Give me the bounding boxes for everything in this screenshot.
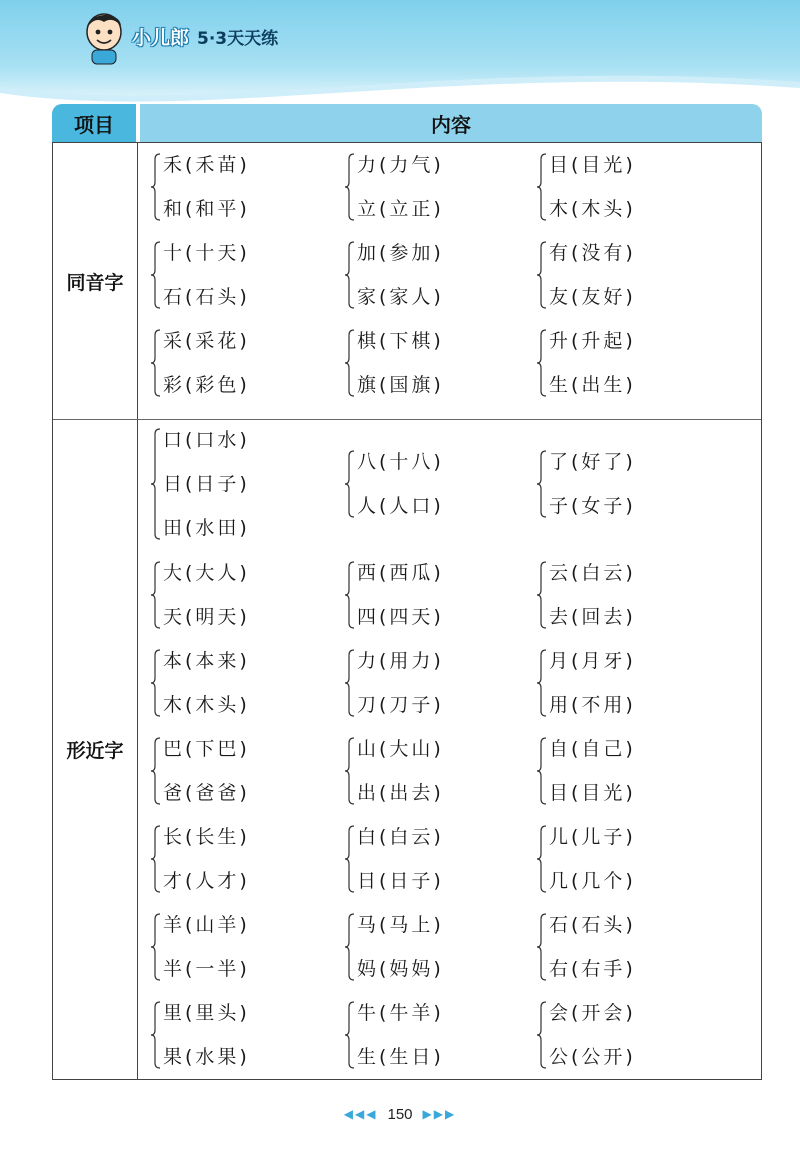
char-entry: 半(一半) — [163, 958, 250, 980]
char-entry: 里(里头) — [163, 1002, 250, 1024]
char-entry: 木(木头) — [549, 198, 636, 220]
char-group — [151, 153, 331, 221]
char-entry: 云(白云) — [549, 562, 636, 584]
char-entry: 八(十八) — [357, 451, 444, 473]
char-entry: 力(用力) — [357, 650, 444, 672]
char-entry: 果(水果) — [163, 1046, 250, 1068]
char-entry: 子(女子) — [549, 495, 636, 517]
char-entry: 公(公开) — [549, 1046, 636, 1068]
brace-icon — [537, 561, 547, 629]
char-entry: 石(石头) — [163, 286, 250, 308]
brace-icon — [345, 153, 355, 221]
char-entry: 采(采花) — [163, 330, 250, 352]
char-entry: 了(好了) — [549, 451, 636, 473]
brace-icon — [151, 1001, 161, 1069]
brand-name: 小儿郎 — [132, 26, 190, 49]
char-entry: 人(人口) — [357, 495, 444, 517]
vocab-table — [52, 104, 762, 1080]
char-entry: 长(长生) — [163, 826, 250, 848]
left-arrows-icon: ◀◀◀ — [343, 1107, 378, 1121]
brace-icon — [345, 737, 355, 805]
section-divider — [53, 419, 761, 420]
brace-icon — [537, 329, 547, 397]
char-entry: 四(四天) — [357, 606, 444, 628]
char-entry: 口(口水) — [163, 429, 250, 451]
char-entry: 木(木头) — [163, 694, 250, 716]
brace-icon — [151, 428, 161, 540]
char-entry: 目(目光) — [549, 782, 636, 804]
char-entry: 白(白云) — [357, 826, 444, 848]
brace-icon — [345, 241, 355, 309]
char-entry: 爸(爸爸) — [163, 782, 250, 804]
mascot-icon — [80, 10, 128, 66]
char-entry: 和(和平) — [163, 198, 250, 220]
char-entry: 牛(牛羊) — [357, 1002, 444, 1024]
char-group — [345, 329, 525, 397]
char-group — [537, 153, 717, 221]
char-group — [151, 428, 331, 540]
char-group — [345, 649, 525, 717]
right-arrows-icon: ▶▶▶ — [422, 1107, 457, 1121]
char-entry: 大(大人) — [163, 562, 250, 584]
char-entry: 自(自己) — [549, 738, 636, 760]
brace-icon — [345, 329, 355, 397]
char-group — [151, 561, 331, 629]
char-group — [345, 913, 525, 981]
char-group — [537, 825, 717, 893]
char-entry: 力(力气) — [357, 154, 444, 176]
char-group — [345, 561, 525, 629]
char-entry: 加(参加) — [357, 242, 444, 264]
table-body — [52, 142, 762, 1080]
brace-icon — [151, 913, 161, 981]
brace-icon — [151, 825, 161, 893]
char-entry: 羊(山羊) — [163, 914, 250, 936]
char-entry: 生(出生) — [549, 374, 636, 396]
char-entry: 妈(妈妈) — [357, 958, 444, 980]
char-entry: 右(右手) — [549, 958, 636, 980]
char-group — [537, 913, 717, 981]
char-entry: 家(家人) — [357, 286, 444, 308]
brace-icon — [151, 241, 161, 309]
brace-icon — [151, 737, 161, 805]
header-item: 项目 — [52, 104, 136, 142]
brace-icon — [345, 825, 355, 893]
char-entry: 出(出去) — [357, 782, 444, 804]
char-entry: 月(月牙) — [549, 650, 636, 672]
char-entry: 目(目光) — [549, 154, 636, 176]
brace-icon — [537, 1001, 547, 1069]
char-group — [345, 450, 525, 518]
brace-icon — [345, 1001, 355, 1069]
char-entry: 去(回去) — [549, 606, 636, 628]
char-entry: 本(本来) — [163, 650, 250, 672]
char-group — [151, 913, 331, 981]
char-entry: 田(水田) — [163, 517, 250, 539]
page-number: 150 — [387, 1105, 413, 1123]
char-entry: 西(西瓜) — [357, 562, 444, 584]
char-entry: 刀(刀子) — [357, 694, 444, 716]
brace-icon — [537, 450, 547, 518]
brace-icon — [345, 649, 355, 717]
char-entry: 彩(彩色) — [163, 374, 250, 396]
section-label-similar-forms: 形近字 — [66, 740, 124, 762]
char-group — [345, 825, 525, 893]
series-name: 5·3天天练 — [197, 28, 279, 49]
column-divider — [137, 143, 138, 1079]
char-entry: 日(日子) — [163, 473, 250, 495]
page-footer — [0, 1102, 800, 1126]
char-entry: 立(立正) — [357, 198, 444, 220]
brace-icon — [537, 241, 547, 309]
char-group — [345, 153, 525, 221]
char-entry: 山(大山) — [357, 738, 444, 760]
brace-icon — [345, 913, 355, 981]
brace-icon — [345, 561, 355, 629]
char-group — [537, 329, 717, 397]
char-entry: 用(不用) — [549, 694, 636, 716]
brand-logo — [132, 22, 278, 50]
char-group — [537, 241, 717, 309]
char-entry: 会(开会) — [549, 1002, 636, 1024]
brace-icon — [151, 329, 161, 397]
char-group — [151, 241, 331, 309]
char-entry: 几(几个) — [549, 870, 636, 892]
char-entry: 有(没有) — [549, 242, 636, 264]
brace-icon — [151, 153, 161, 221]
char-entry: 十(十天) — [163, 242, 250, 264]
brace-icon — [151, 649, 161, 717]
brace-icon — [537, 825, 547, 893]
char-group — [345, 737, 525, 805]
char-group — [151, 737, 331, 805]
char-group — [151, 1001, 331, 1069]
char-entry: 日(日子) — [357, 870, 444, 892]
char-entry: 旗(国旗) — [357, 374, 444, 396]
char-entry: 禾(禾苗) — [163, 154, 250, 176]
char-entry: 儿(儿子) — [549, 826, 636, 848]
char-entry: 天(明天) — [163, 606, 250, 628]
char-entry: 棋(下棋) — [357, 330, 444, 352]
brace-icon — [151, 561, 161, 629]
char-entry: 才(人才) — [163, 870, 250, 892]
char-entry: 马(马上) — [357, 914, 444, 936]
char-entry: 生(生日) — [357, 1046, 444, 1068]
brace-icon — [537, 913, 547, 981]
char-entry: 石(石头) — [549, 914, 636, 936]
char-group — [151, 329, 331, 397]
char-group — [537, 737, 717, 805]
char-entry: 巴(下巴) — [163, 738, 250, 760]
char-group — [345, 1001, 525, 1069]
brace-icon — [537, 737, 547, 805]
char-entry: 友(友好) — [549, 286, 636, 308]
char-group — [537, 561, 717, 629]
header-content: 内容 — [140, 104, 762, 142]
brace-icon — [537, 649, 547, 717]
section-label-homophones: 同音字 — [66, 271, 124, 294]
char-group — [537, 649, 717, 717]
char-entry: 升(升起) — [549, 330, 636, 352]
char-group — [537, 450, 717, 518]
brace-icon — [537, 153, 547, 221]
char-group — [151, 649, 331, 717]
char-group — [345, 241, 525, 309]
char-group — [537, 1001, 717, 1069]
brace-icon — [345, 450, 355, 518]
char-group — [151, 825, 331, 893]
